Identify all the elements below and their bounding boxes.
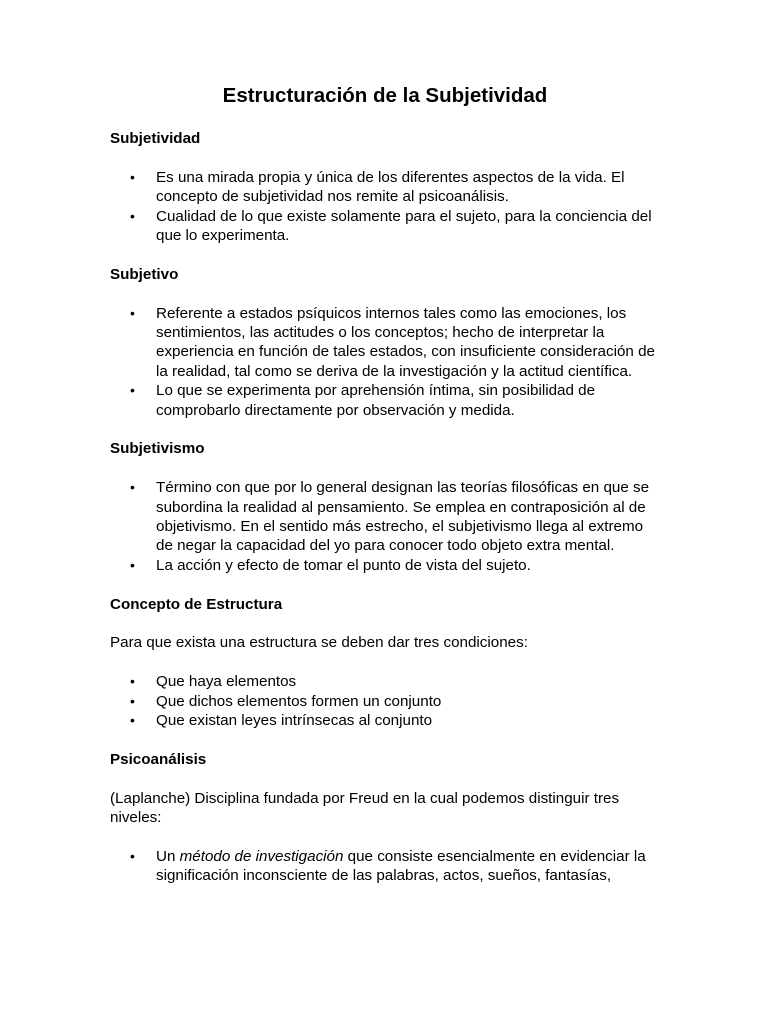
list-subjetividad bbox=[110, 168, 660, 246]
bullet-icon: • bbox=[130, 168, 135, 185]
document-title: Estructuración de la Subjetividad bbox=[222, 84, 548, 107]
list-item: • Cualidad de lo que existe solamente para el sujeto, para la conciencia del que lo experimenta. bbox=[130, 207, 652, 245]
list-item: • Que existan leyes intrínsecas al conjunto bbox=[130, 712, 433, 730]
section-heading-subjetivismo: Subjetivismo bbox=[110, 440, 205, 458]
list-item: • La acción y efecto de tomar el punto de vista del sujeto. bbox=[130, 556, 531, 574]
section-heading-subjetivo: Subjetivo bbox=[110, 265, 179, 283]
bullet-icon: • bbox=[130, 479, 135, 496]
estructura-intro: Para que exista una estructura se deben dar tres condiciones: bbox=[110, 634, 528, 652]
psicoanalisis-intro: (Laplanche) Disciplina fundada por Freud en la cual podemos distinguir tres niveles: bbox=[110, 789, 620, 827]
list-subjetivismo bbox=[110, 478, 660, 575]
list-item: • Término con que por lo general designan las teorías filosóficas en que se subordina la realidad al pensamiento. Se emplea en contraposición al de objetivismo. En el sentido más estrecho, el subjetivismo llega al extremo de negar la capacidad del yo para conocer todo objeto extra mental. bbox=[130, 479, 650, 555]
list-item: • Es una mirada propia y única de los diferentes aspectos de la vida. El concepto de subjetividad nos remite al psicoanálisis. bbox=[130, 168, 625, 206]
document-page bbox=[110, 83, 660, 886]
list-item: • Lo que se experimenta por aprehensión íntima, sin posibilidad de comprobarlo directamente por observación y medida. bbox=[130, 382, 596, 419]
section-heading-estructura: Concepto de Estructura bbox=[110, 595, 283, 613]
list-item: • Que haya elementos bbox=[130, 673, 297, 691]
list-subjetivo bbox=[110, 304, 660, 420]
list-item: • Que dichos elementos formen un conjunto bbox=[130, 692, 442, 710]
bullet-icon: • bbox=[130, 304, 135, 321]
emphasis-text: método de investigación bbox=[179, 847, 344, 865]
list-item: • Un método de investigación que consiste esencialmente en evidenciar la significación inconsciente de las palabras, actos, sueños, fantasías, bbox=[130, 847, 646, 885]
list-psicoanalisis bbox=[110, 847, 660, 886]
section-heading-subjetividad: Subjetividad bbox=[110, 130, 201, 147]
list-item: • Referente a estados psíquicos internos tales como las emociones, los sentimientos, las actitudes o los conceptos; hecho de interpretar la experiencia en función de tales estados, con insuficiente consideración de la realidad, tal como se deriva de la investigación y la actitud científica. bbox=[130, 304, 655, 380]
bullet-icon: • bbox=[130, 692, 135, 709]
list-estructura bbox=[110, 672, 660, 730]
section-heading-psicoanalisis: Psicoanálisis bbox=[110, 750, 207, 768]
bullet-icon: • bbox=[130, 207, 135, 224]
bullet-icon: • bbox=[130, 556, 135, 573]
bullet-icon: • bbox=[130, 673, 135, 690]
bullet-icon: • bbox=[130, 712, 135, 729]
bullet-icon: • bbox=[130, 382, 135, 399]
bullet-icon: • bbox=[130, 847, 135, 864]
